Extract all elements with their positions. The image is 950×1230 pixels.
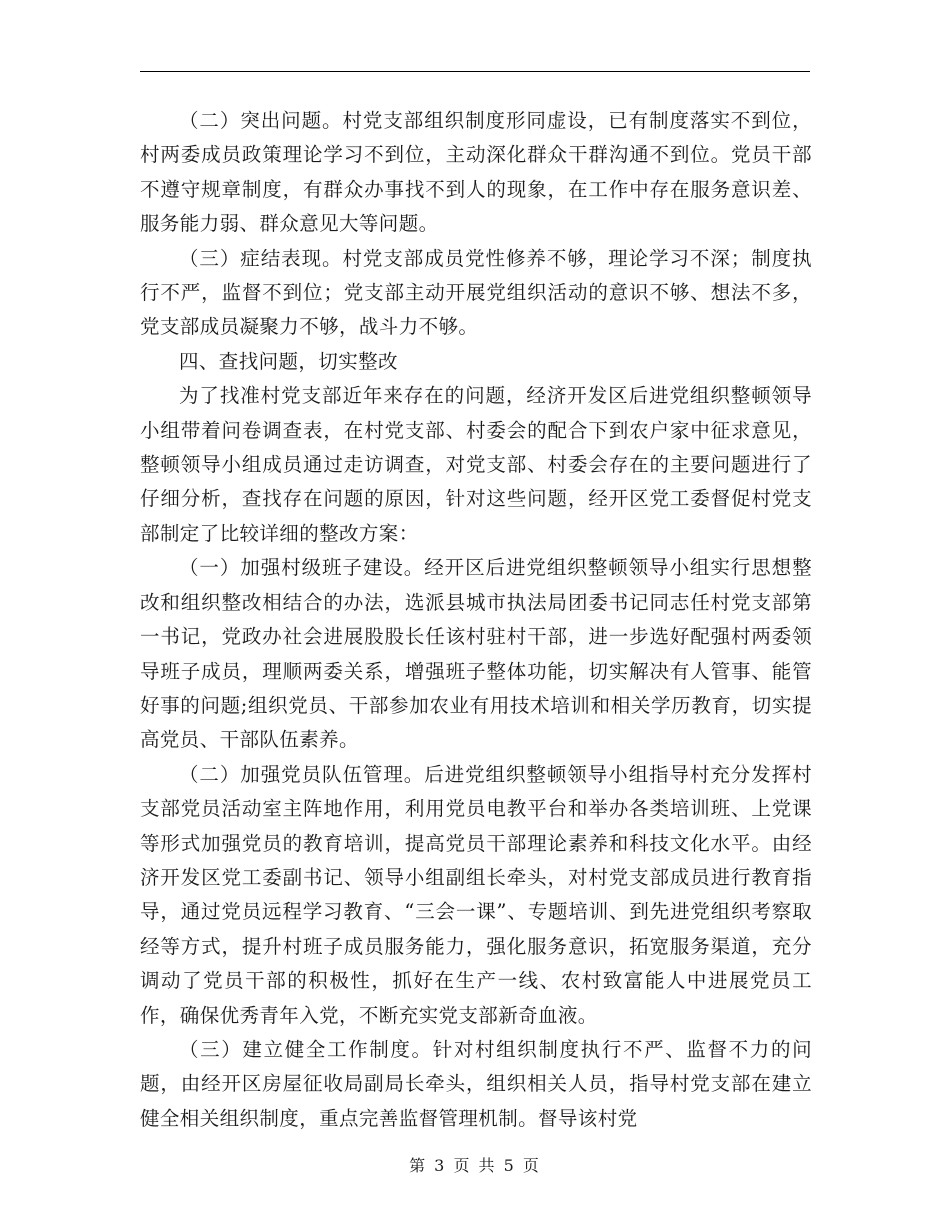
footer-prefix: 第 — [409, 1156, 428, 1175]
paragraph-outstanding-problems: （二）突出问题。村党支部组织制度形同虚设，已有制度落实不到位，村两委成员政策理论学习不到位，主动深化群众干群沟通不到位。党员干部不遵守规章制度，有群众办事找不到人的现象，在工作中存在服务意识差、服务能力弱、群众意见大等问题。 — [140, 109, 812, 236]
paragraph-root-causes: （三）症结表现。村党支部成员党性修养不够，理论学习不深；制度执行不严，监督不到位；党支部主动开展党组织活动的意识不够、想法不多，党支部成员凝聚力不够，战斗力不够。 — [140, 246, 812, 339]
footer-middle: 页 共 — [453, 1156, 497, 1175]
footer-page-number: 3 — [434, 1156, 447, 1175]
header-rule — [140, 71, 810, 72]
footer-suffix: 页 — [522, 1156, 541, 1175]
document-body — [140, 104, 812, 1136]
section-heading-rectification: 四、查找问题，切实整改 — [179, 349, 398, 373]
paragraph-work-systems: （三）建立健全工作制度。针对村组织制度执行不严、监督不力的问题，由经开区房屋征收局副局长牵头，组织相关人员，指导村党支部在建立健全相关组织制度，重点完善监督管理机制。督导该村党 — [140, 1037, 812, 1130]
paragraph-team-building: （一）加强村级班子建设。经开区后进党组织整顿领导小组实行思想整改和组织整改相结合的办法，选派县城市执法局团委书记同志任村党支部第一书记，党政办社会进展股股长任该村驻村干部，进一步选好配强村两委领导班子成员，理顺两委关系，增强班子整体功能，切实解决有人管事、能管好事的问题;组织党员、干部参加农业有用技术培训和相关学历教育，切实提高党员、干部队伍素养。 — [140, 556, 812, 752]
paragraph-member-management: （二）加强党员队伍管理。后进党组织整顿领导小组指导村充分发挥村支部党员活动室主阵地作用，利用党员电教平台和举办各类培训班、上党课等形式加强党员的教育培训，提高党员干部理论素养和科技文化水平。由经济开发区党工委副书记、领导小组副组长牵头，对村党支部成员进行教育指导，通过党员远程学习教育、“三会一课”、专题培训、到先进党组织考察取经等方式，提升村班子成员服务能力，强化服务意识，拓宽服务渠道，充分调动了党员干部的积极性，抓好在生产一线、农村致富能人中进展党员工作，确保优秀青年入党，不断充实党支部新奇血液。 — [140, 762, 812, 1027]
footer-total-pages: 5 — [503, 1156, 516, 1175]
paragraph-rectification-intro: 为了找准村党支部近年来存在的问题，经济开发区后进党组织整顿领导小组带着问卷调查表，在村党支部、村委会的配合下到农户家中征求意见，整顿领导小组成员通过走访调查，对党支部、村委会存在的主要问题进行了仔细分析，查找存在问题的原因，针对这些问题，经开区党工委督促村党支部制定了比较详细的整改方案： — [140, 384, 812, 545]
page-footer — [0, 1153, 950, 1176]
